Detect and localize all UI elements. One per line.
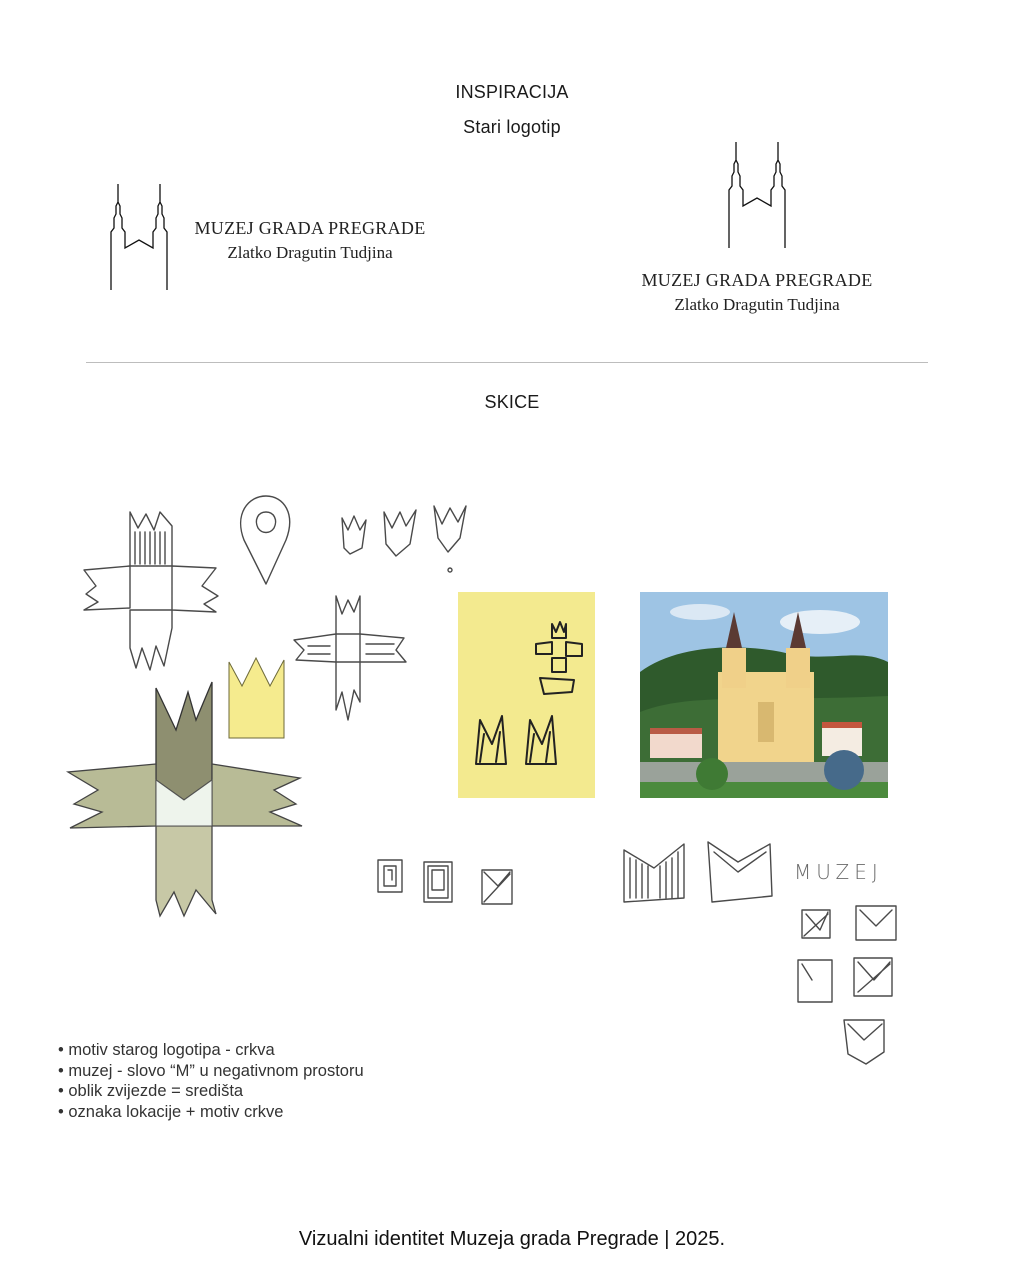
- logo-b-subtitle: Zlatko Dragutin Tudjina: [674, 295, 840, 314]
- logo-a-text: [180, 218, 440, 263]
- design-notes-list: [58, 1040, 364, 1122]
- inspiration-heading: INSPIRACIJA: [455, 82, 569, 102]
- church-logo-icon-horizontal: [108, 182, 170, 292]
- church-logo-icon-stacked: [726, 140, 788, 250]
- note-item: • muzej - slovo “M” u negativnom prostoru: [58, 1061, 364, 1082]
- footer-caption: Vizualni identitet Muzeja grada Pregrade | 2025.: [298, 1228, 726, 1250]
- section-divider: [86, 362, 928, 363]
- square-mark-sketches: [372, 856, 518, 912]
- logo-b-text: [627, 270, 887, 315]
- church-photo: [640, 592, 888, 798]
- location-pin-sketch: [236, 494, 296, 586]
- star-sketch-small-2: [290, 592, 410, 722]
- sketches-heading: SKICE: [484, 392, 540, 412]
- note-item: • oznaka lokacije + motiv crkve: [58, 1102, 364, 1123]
- note-item: • oblik zvijezde = središta: [58, 1081, 364, 1102]
- star-sketch-large-shaded: [64, 680, 304, 920]
- note-item: • motiv starog logotipa - crkva: [58, 1040, 364, 1061]
- crown-sketches-row: [336, 504, 468, 576]
- logo-b-name: MUZEJ GRADA PREGRADE: [641, 270, 873, 290]
- m-square-variations: [792, 902, 902, 1068]
- star-sketch-small-1: [80, 508, 220, 673]
- logo-a-name: MUZEJ GRADA PREGRADE: [194, 218, 426, 238]
- m-letter-sketches: [620, 838, 776, 908]
- yellow-paper-drawings: [466, 616, 590, 776]
- inspiration-subheading: Stari logotip: [463, 117, 561, 137]
- muzej-handwritten-word: MUZEJ: [794, 860, 883, 884]
- logo-a-subtitle: Zlatko Dragutin Tudjina: [227, 243, 393, 262]
